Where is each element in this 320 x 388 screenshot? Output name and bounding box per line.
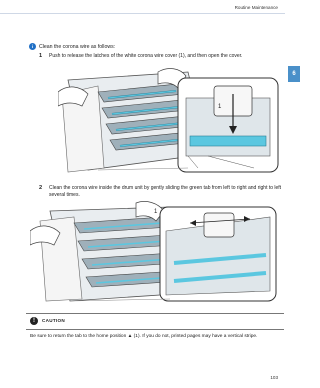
figure-open-corona-wire-cover bbox=[58, 64, 283, 176]
figure-1-callout: 1 bbox=[218, 104, 222, 110]
figure-2-callout: 1 bbox=[154, 209, 158, 215]
chapter-tab[interactable]: 6 bbox=[288, 66, 300, 82]
substep-2-text: Clean the corona wire inside the drum unit by gently sliding the green tab from left to right and right to left several times. bbox=[49, 185, 282, 198]
caution-top-rule bbox=[26, 313, 284, 314]
exclamation-icon: ! bbox=[30, 317, 38, 325]
substep-2-number: 2 bbox=[39, 185, 43, 191]
step-title: Clean the corona wire as follows: bbox=[39, 44, 116, 50]
page-number: 103 bbox=[270, 375, 278, 380]
figure-clean-corona-wire bbox=[30, 201, 282, 305]
substep-1-text: Push to release the latches of the white corona wire cover (1), and then open the cover. bbox=[49, 53, 243, 59]
header-divider bbox=[0, 13, 285, 14]
caution-text: Be sure to return the tab to the home position ▲ (1). If you do not, printed pages may have a vertical stripe. bbox=[30, 334, 258, 339]
substep-1-number: 1 bbox=[39, 53, 43, 59]
caution-divider bbox=[26, 329, 284, 330]
step-badge: i bbox=[29, 43, 36, 50]
caution-label: CAUTION bbox=[42, 318, 66, 323]
header-title: Routine Maintenance bbox=[234, 5, 278, 10]
